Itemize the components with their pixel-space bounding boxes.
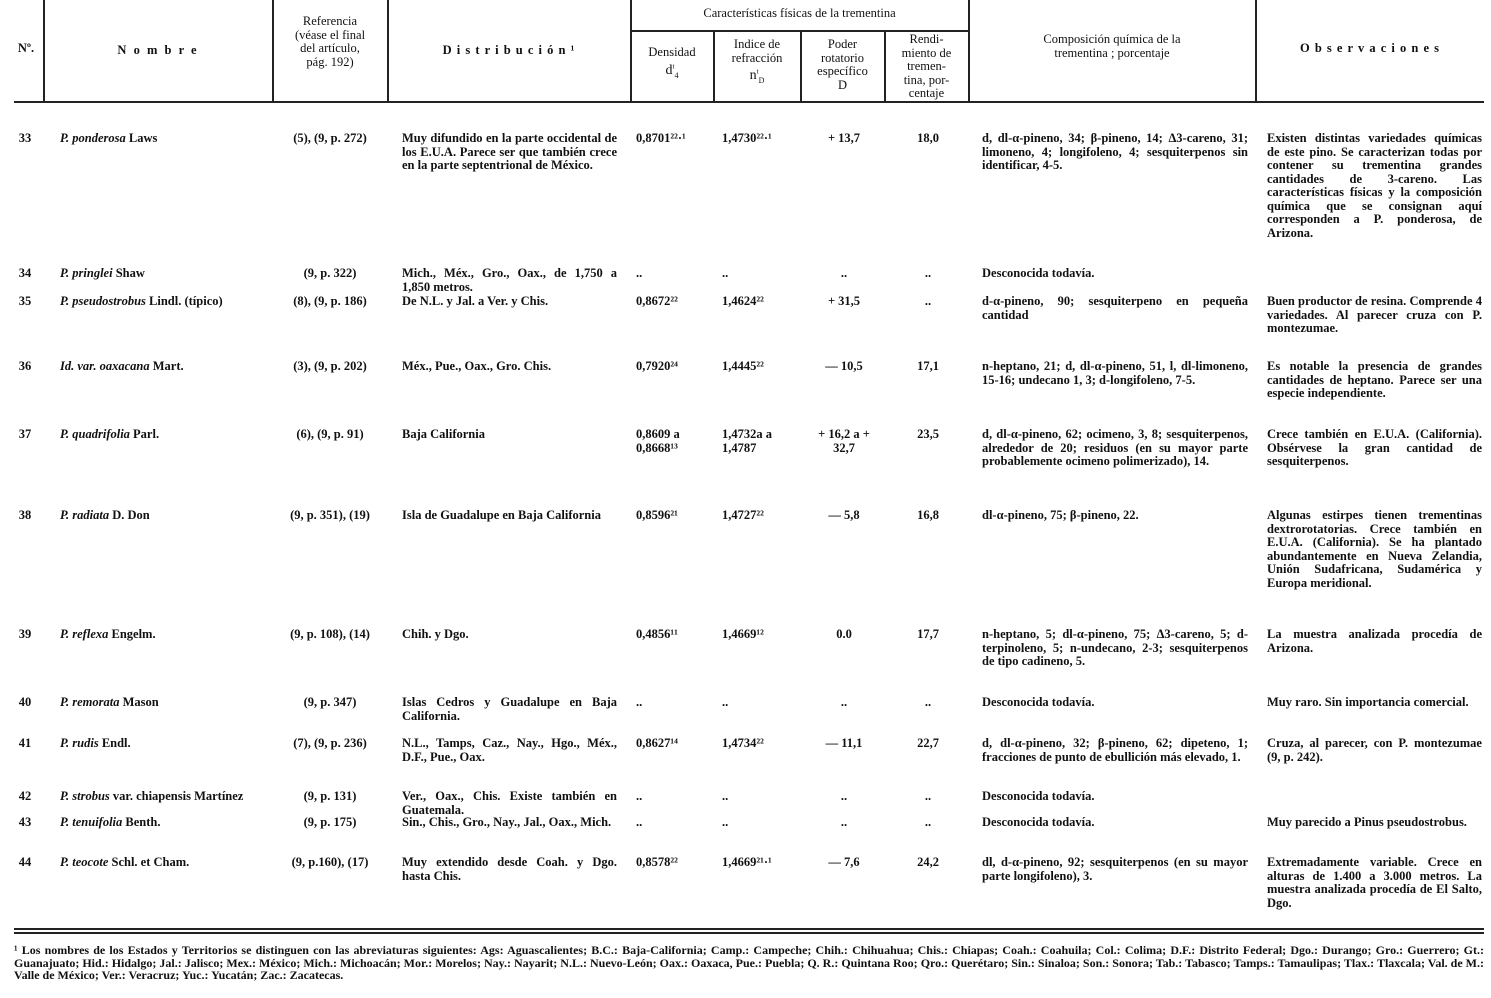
refraction-index: 1,4624²² (722, 294, 764, 308)
row-number: 39 (18, 627, 32, 641)
optical-rotation: + 13,7 (827, 131, 861, 145)
observations: Existen distintas variedades químicas de este pino. Se caracterizan todas por contener su trementina grandes cantidades de 3-careno. Las características físicas y la composición química que se consignan aquí corresponden a P. ponderosa, de Arizona. (1267, 131, 1482, 240)
density: 0,8596²¹ (636, 508, 678, 522)
species-name (60, 267, 270, 281)
yield-percent: 17,1 (917, 359, 939, 373)
distribution: Muy difundido en la parte occidental de los E.U.A. Parece ser que también crece en la parte septentrional de México. (402, 131, 617, 172)
species-name (60, 295, 270, 309)
header-nombre: N o m b r e (117, 43, 199, 57)
yield-percent: .. (924, 789, 932, 803)
yield-percent: 22,7 (917, 736, 939, 750)
species-author: var. chiapensis Martínez (109, 789, 244, 803)
header-indice (714, 38, 800, 83)
row-number: 44 (18, 855, 32, 869)
header-distribucion: D i s t r i b u c i ó n ¹ (442, 43, 576, 57)
header-indice-symbol: $n^t_D$ (749, 67, 765, 85)
distribution: N.L., Tamps, Caz., Nay., Hgo., Méx., D.F., Pue., Oax. (402, 736, 617, 764)
chemical-composition: d, dl-α-pineno, 32; β-pineno, 62; dipeteno, 1; fracciones de punto de ebullición más elevado, 1. (982, 736, 1248, 764)
species-name (60, 856, 270, 870)
yield-percent: .. (924, 695, 932, 709)
yield-percent: .. (924, 266, 932, 280)
species-name-italic: P. ponderosa (60, 131, 126, 145)
row-number: 37 (18, 427, 32, 441)
observations: Cruza, al parecer, con P. montezumae (9, p. 242). (1267, 736, 1482, 764)
distribution: Mich., Méx., Gro., Oax., de 1,750 a 1,850 metros. (402, 266, 617, 294)
species-name (60, 696, 270, 710)
species-author: Endl. (98, 736, 131, 750)
observations: Muy parecido a Pinus pseudostrobus. (1267, 815, 1467, 829)
species-name (60, 790, 270, 804)
optical-rotation: + 31,5 (827, 294, 861, 308)
observations: Extremadamente variable. Crece en alturas de 1.400 a 3.000 metros. La muestra analizada procedía de El Salto, Dgo. (1267, 855, 1482, 910)
species-name-italic: P. pseudostrobus (60, 294, 146, 308)
refraction-index: .. (722, 695, 729, 709)
species-author: D. Don (109, 508, 150, 522)
header-densidad-label: Densidad (648, 45, 696, 59)
density: 0,8701²²·¹ (636, 131, 686, 145)
header-rendimiento-line: Rendi- (909, 32, 944, 46)
density: 0,4856¹¹ (636, 627, 678, 641)
yield-percent: .. (924, 294, 932, 308)
optical-rotation: .. (840, 815, 848, 829)
observations: Buen productor de resina. Comprende 4 variedades. Al parecer cruza con P. montezumae. (1267, 294, 1482, 335)
chemical-composition: d, dl-α-pineno, 62; ocimeno, 3, 8; sesquiterpenos, alrededor de 20; residuos (en su mayor parte probablemente ocimeno polimerizado), 14. (982, 427, 1248, 468)
row-number: 41 (18, 736, 32, 750)
species-name (60, 360, 270, 374)
density: .. (636, 789, 643, 803)
distribution: De N.L. y Jal. a Ver. y Chis. (402, 294, 549, 308)
header-poder-line: específico (817, 64, 868, 78)
density: 0,8578²² (636, 855, 678, 869)
chemical-composition: d-α-pineno, 90; sesquiterpeno en pequeña cantidad (982, 294, 1248, 322)
header-composicion (969, 33, 1255, 60)
row-number: 42 (18, 789, 32, 803)
yield-percent: 23,5 (917, 427, 939, 441)
species-author: Benth. (122, 815, 161, 829)
species-name-italic: P. quadrifolia (60, 427, 130, 441)
species-name-italic: P. teocote (60, 855, 109, 869)
density: 0,7920²⁴ (636, 359, 678, 373)
species-name-italic: P. reflexa (60, 627, 109, 641)
header-referencia-line: del artículo, (300, 41, 360, 55)
optical-rotation: .. (840, 695, 848, 709)
species-author: Laws (125, 131, 158, 145)
species-name-italic: P. tenuifolia (60, 815, 123, 829)
reference: (9, p. 108), (14) (290, 627, 370, 641)
optical-rotation: + 16,2 a + 32,7 (818, 427, 870, 455)
distribution: Baja California (402, 427, 485, 441)
species-name (60, 509, 270, 523)
density: .. (636, 266, 643, 280)
species-name-italic: P. pringlei (60, 266, 113, 280)
yield-percent: 18,0 (917, 131, 939, 145)
header-densidad-symbol: $d^t_4$ (665, 61, 679, 80)
reference: (6), (9, p. 91) (296, 427, 364, 441)
optical-rotation: — 7,6 (828, 855, 860, 869)
header-poder-line: Poder (827, 37, 858, 51)
row-number: 36 (18, 359, 32, 373)
header-rendimiento-line: centaje (908, 86, 945, 100)
species-name (60, 816, 270, 830)
yield-percent: 16,8 (917, 508, 939, 522)
refraction-index: 1,4734²² (722, 736, 764, 750)
header-referencia (273, 15, 387, 69)
reference: (3), (9, p. 202) (293, 359, 367, 373)
header-rendimiento-line: miento de (901, 45, 952, 60)
observations: Muy raro. Sin importancia comercial. (1267, 695, 1469, 709)
species-name (60, 428, 270, 442)
header-rendimiento-line: tina, por- (903, 72, 950, 87)
observations: La muestra analizada procedía de Arizona. (1267, 627, 1482, 655)
header-referencia-line: (véase el final (294, 27, 366, 42)
reference: (9, p. 131) (303, 789, 357, 803)
species-author: Parl. (129, 427, 160, 441)
reference: (9, p. 175) (303, 815, 357, 829)
row-number: 33 (18, 131, 32, 145)
species-author: Shaw (112, 266, 145, 280)
header-poder (801, 38, 884, 92)
yield-percent: .. (924, 815, 932, 829)
distribution: Muy extendido desde Coah. y Dgo. hasta Chis. (402, 855, 617, 883)
reference: (9, p.160), (17) (291, 855, 369, 869)
refraction-index: .. (722, 789, 729, 803)
optical-rotation: .. (840, 789, 848, 803)
refraction-index: 1,4727²² (722, 508, 764, 522)
reference: (8), (9, p. 186) (293, 294, 367, 308)
species-author: Engelm. (108, 627, 156, 641)
refraction-symbol: n (749, 68, 757, 83)
yield-percent: 17,7 (917, 627, 939, 641)
optical-rotation: .. (840, 266, 848, 280)
header-composicion-line: Composición química de la (1043, 32, 1181, 46)
optical-rotation: — 10,5 (825, 359, 863, 373)
density: 0,8672²² (636, 294, 678, 308)
header-rendimiento-line: tremen- (907, 59, 946, 73)
species-name-italic: P. remorata (60, 695, 120, 709)
species-author: Schl. et Cham. (108, 855, 190, 869)
chemical-composition: d, dl-α-pineno, 34; β-pineno, 14; Δ3-careno, 31; limoneno, 4; longifoleno, 4; sesquiterpenos sin identificar, 4-5. (982, 131, 1248, 172)
chemical-composition: n-heptano, 5; dl-α-pineno, 75; Δ3-careno, 5; d-terpinoleno, 5; n-undecano, 2-3; sesquiterpenos de tipo cadineno, 5. (982, 627, 1248, 668)
species-name (60, 737, 270, 751)
header-num: Nº. (17, 41, 35, 55)
header-rendimiento (885, 33, 968, 101)
row-number: 34 (18, 266, 32, 280)
refraction-index: 1,4732a a 1,4787 (722, 427, 772, 455)
chemical-composition: Desconocida todavía. (982, 815, 1095, 829)
distribution: Chih. y Dgo. (402, 627, 469, 641)
species-author: Lindl. (típico) (145, 294, 223, 308)
species-author: Mason (119, 695, 159, 709)
species-name-italic: P. radiata (60, 508, 110, 522)
header-poder-line: rotatorio (820, 50, 865, 65)
header-composicion-line: trementina ; porcentaje (1054, 45, 1170, 60)
species-name (60, 132, 270, 146)
chemical-composition: dl-α-pineno, 75; β-pineno, 22. (982, 508, 1139, 522)
distribution: Islas Cedros y Guadalupe en Baja California. (402, 695, 617, 723)
optical-rotation: 0.0 (836, 627, 852, 641)
chemical-composition: Desconocida todavía. (982, 266, 1095, 280)
optical-rotation: — 5,8 (828, 508, 860, 522)
density-symbol: d (665, 62, 673, 78)
footnote: ¹ Los nombres de los Estados y Territorios se distinguen con las abreviaturas siguientes: Ags: Aguascalientes; B.C.: Baja-California; Camp.: Campeche; Chih.: Chihuahua; Chis.: Chiapas; Coah.: Coahuila; Col.: Colima; D.F.: Distrito Federal; Dgo.: Durango; Gro.: Guerrero; Gt.: Guanajuato; Hid.: Hidalgo; Jal.: Jalisco; Mex.: México; Mich.: Michoacán; Mor.: Morelos; Nay.: Nayarit; N.L.: Nuevo-León; Oax.: Oaxaca, Pue.: Puebla; Q. R.: Quintana Roo; Qro.: Querétaro; Sin.: Sinaloa; Son.: Sonora; Tab.: Tabasco; Tamps.: Tamaulipas; Tlax.: Tlaxcala; Val. de M.: Valle de México; Ver.: Veracruz; Yuc.: Yucatán; Zac.: Zacatecas. (14, 943, 1484, 982)
refraction-index: .. (722, 266, 729, 280)
reference: (9, p. 322) (303, 266, 357, 280)
header-caracteristicas: Características físicas de la trementina (703, 6, 896, 20)
reference: (5), (9, p. 272) (293, 131, 367, 145)
refraction-index: 1,4445²² (722, 359, 764, 373)
reference: (9, p. 347) (303, 695, 357, 709)
row-number: 40 (18, 695, 32, 709)
reference: (9, p. 351), (19) (290, 508, 370, 522)
reference: (7), (9, p. 236) (293, 736, 367, 750)
chemical-composition: Desconocida todavía. (982, 789, 1095, 803)
header-indice-line: Indice de (733, 37, 781, 51)
chemical-composition: n-heptano, 21; d, dl-α-pineno, 51, l, dl-limoneno, 15-16; undecano 1, 3; d-longifoleno, 7-5. (982, 359, 1248, 387)
table-bottom-rule (14, 928, 1484, 930)
distribution: Ver., Oax., Chis. Existe también en Guatemala. (402, 789, 617, 817)
header-poder-line: D (837, 77, 848, 92)
header-observaciones: O b s e r v a c i o n e s (1299, 41, 1441, 55)
distribution: Isla de Guadalupe en Baja California (402, 508, 601, 522)
refraction-index: 1,4669¹² (722, 627, 764, 641)
species-name-italic: P. rudis (60, 736, 99, 750)
density: 0,8609 a 0,8668¹³ (636, 427, 680, 455)
observations: Crece también en E.U.A. (California). Obsérvese la gran cantidad de sesquiterpenos. (1267, 427, 1482, 468)
chemical-composition: dl, d-α-pineno, 92; sesquiterpenos (en su mayor parte longifoleno), 3. (982, 855, 1248, 883)
species-name-italic: P. strobus (60, 789, 110, 803)
optical-rotation: — 11,1 (825, 736, 863, 750)
density: .. (636, 695, 643, 709)
header-densidad (631, 45, 713, 80)
yield-percent: 24,2 (917, 855, 939, 869)
row-number: 35 (18, 294, 32, 308)
row-number: 38 (18, 508, 32, 522)
header-referencia-line: Referencia (302, 14, 358, 28)
header-bottom-rule (14, 101, 1484, 103)
table-bottom-rule-2 (14, 932, 1484, 934)
observations: Es notable la presencia de grandes cantidades de heptano. Parece ser una especie independiente. (1267, 359, 1482, 400)
species-name-italic: Id. var. oaxacana (60, 359, 150, 373)
density: 0,8627¹⁴ (636, 736, 678, 750)
row-number: 43 (18, 815, 32, 829)
distribution: Méx., Pue., Oax., Gro. Chis. (402, 359, 552, 373)
refraction-index: .. (722, 815, 729, 829)
refraction-index: 1,4669²¹·¹ (722, 855, 772, 869)
observations: Algunas estirpes tienen trementinas dextrorotatorias. Crece también en E.U.A. (California). Se ha plantado abundantemente en Nueva Zelandia, Unión Sudafricana, Sudamérica y Europa meridional. (1267, 508, 1482, 590)
header-referencia-line: pág. 192) (306, 54, 354, 69)
species-name (60, 628, 270, 642)
density: .. (636, 815, 643, 829)
chemical-composition: Desconocida todavía. (982, 695, 1095, 709)
header-indice-line: refracción (731, 50, 783, 65)
refraction-index: 1,4730²²·¹ (722, 131, 772, 145)
species-author: Mart. (149, 359, 184, 373)
distribution: Sin., Chis., Gro., Nay., Jal., Oax., Mich. (402, 815, 612, 829)
